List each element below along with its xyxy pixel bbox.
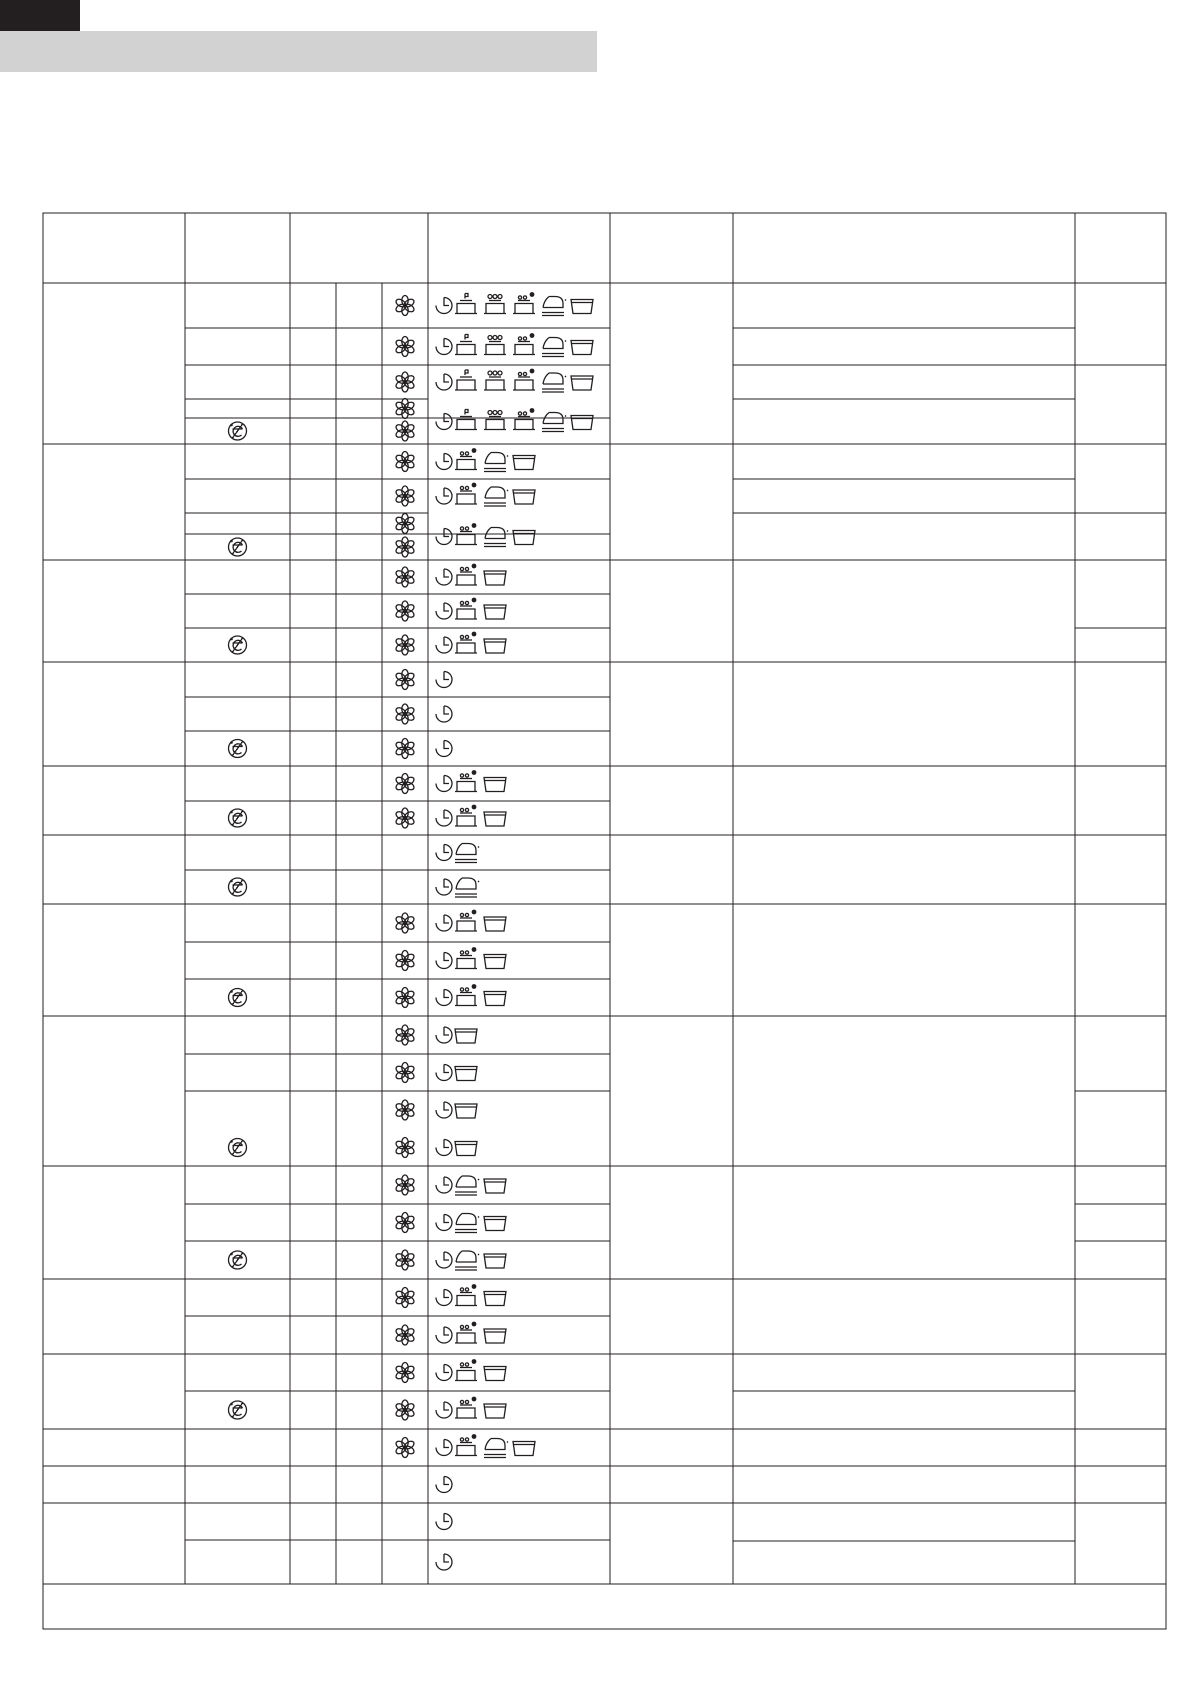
basin-icon: [484, 1367, 506, 1381]
fan-icon: [395, 951, 416, 971]
iron-icon: [455, 878, 479, 897]
basin-icon: [484, 1404, 506, 1418]
basin-icon: [455, 1104, 477, 1118]
pot-bubbles-icon: [484, 371, 506, 390]
dot: [472, 523, 477, 528]
pot-dot-icon: [513, 333, 535, 354]
timer-icon: [436, 1177, 452, 1193]
dot: [230, 540, 233, 543]
pot-dot-icon: [455, 483, 477, 504]
basin-icon: [455, 1067, 477, 1081]
pot-bubbles-icon: [484, 295, 506, 314]
fan-icon: [395, 1100, 416, 1120]
iron-icon: [455, 844, 479, 863]
fan-icon: [395, 399, 416, 419]
dot: [472, 947, 477, 952]
timer-icon: [436, 1140, 452, 1156]
iron-icon: [542, 297, 566, 316]
fan-icon: [395, 808, 416, 828]
leaf-crossed-icon: [229, 1251, 247, 1269]
dot: [472, 910, 477, 915]
pot-p-icon: [455, 294, 477, 314]
leaf-crossed-icon: [229, 989, 247, 1007]
timer-icon: [436, 339, 452, 355]
fan-icon: [395, 421, 416, 441]
leaf-crossed-icon: [229, 809, 247, 827]
timer-icon: [436, 741, 452, 757]
timer-icon: [436, 298, 452, 314]
fan-icon: [395, 1175, 416, 1195]
basin-icon: [455, 1142, 477, 1156]
timer-icon: [436, 1252, 452, 1268]
pot-dot-icon: [455, 770, 477, 791]
fan-icon: [395, 601, 416, 621]
dot: [530, 369, 535, 374]
basin-icon: [571, 341, 593, 355]
timer-icon: [436, 953, 452, 969]
dot: [230, 1253, 233, 1256]
pot-dot-icon: [455, 984, 477, 1005]
iron-icon: [455, 1251, 479, 1270]
fan-icon: [395, 988, 416, 1008]
dot: [472, 1434, 477, 1439]
basin-icon: [484, 955, 506, 969]
basin-icon: [484, 1217, 506, 1231]
fan-icon: [395, 1288, 416, 1308]
basin-icon: [571, 376, 593, 390]
table-icons: [229, 292, 594, 1570]
fan-icon: [395, 452, 416, 472]
dot: [472, 1397, 477, 1402]
leaf-crossed-icon: [229, 740, 247, 758]
timer-icon: [436, 672, 452, 688]
basin-icon: [484, 571, 506, 585]
iron-icon: [484, 453, 508, 472]
fan-icon: [395, 337, 416, 357]
dot: [230, 1403, 233, 1406]
fan-icon: [395, 372, 416, 392]
fan-icon: [395, 1213, 416, 1233]
pot-dot-icon: [455, 1434, 477, 1455]
timer-icon: [436, 845, 452, 861]
fan-icon: [395, 1250, 416, 1270]
basin-icon: [484, 917, 506, 931]
pot-dot-icon: [455, 947, 477, 968]
pot-dot-icon: [455, 598, 477, 619]
dot: [230, 990, 233, 993]
timer-icon: [436, 603, 452, 619]
timer-icon: [436, 1215, 452, 1231]
pot-dot-icon: [455, 564, 477, 585]
timer-icon: [436, 990, 452, 1006]
dot: [472, 483, 477, 488]
fan-icon: [395, 537, 416, 557]
timer-icon: [436, 706, 452, 722]
basin-icon: [484, 639, 506, 653]
timer-icon: [436, 915, 452, 931]
iron-icon: [542, 338, 566, 357]
dot: [530, 408, 535, 413]
basin-icon: [484, 992, 506, 1006]
iron-icon: [542, 373, 566, 392]
pot-dot-icon: [455, 1359, 477, 1380]
timer-icon: [436, 1027, 452, 1043]
pot-dot-icon: [455, 1322, 477, 1343]
basin-icon: [513, 1442, 535, 1456]
iron-icon: [542, 413, 566, 432]
pot-bubbles-icon: [484, 336, 506, 355]
pot-bubbles-icon: [484, 411, 506, 430]
timer-icon: [436, 529, 452, 545]
pot-dot-icon: [455, 632, 477, 653]
timer-icon: [436, 637, 452, 653]
fan-icon: [395, 296, 416, 316]
fan-icon: [395, 1025, 416, 1045]
timer-icon: [436, 569, 452, 585]
pot-dot-icon: [513, 408, 535, 429]
timer-icon: [436, 374, 452, 390]
fan-icon: [395, 1063, 416, 1083]
dot: [472, 632, 477, 637]
fan-icon: [395, 1400, 416, 1420]
fan-icon: [395, 913, 416, 933]
fan-icon: [395, 1138, 416, 1158]
fan-icon: [395, 670, 416, 690]
pot-dot-icon: [513, 292, 535, 313]
pot-p-icon: [455, 335, 477, 355]
timer-icon: [436, 810, 452, 826]
basin-icon: [571, 300, 593, 314]
iron-icon: [484, 487, 508, 506]
dot: [230, 811, 233, 814]
dot: [472, 1359, 477, 1364]
dot: [230, 1140, 233, 1143]
pot-dot-icon: [455, 448, 477, 469]
leaf-crossed-icon: [229, 878, 247, 896]
dot: [472, 984, 477, 989]
timer-icon: [436, 776, 452, 792]
timer-icon: [436, 1514, 452, 1530]
timer-icon: [436, 1477, 452, 1493]
iron-icon: [484, 528, 508, 547]
table-border: [43, 213, 1166, 1629]
basin-icon: [513, 456, 535, 470]
pot-dot-icon: [455, 1397, 477, 1418]
basin-icon: [484, 1329, 506, 1343]
pot-dot-icon: [455, 1284, 477, 1305]
fan-icon: [395, 774, 416, 794]
leaf-crossed-icon: [229, 1401, 247, 1419]
timer-icon: [436, 879, 452, 895]
iron-icon: [484, 1439, 508, 1458]
dot: [472, 598, 477, 603]
fan-icon: [395, 567, 416, 587]
timer-icon: [436, 1402, 452, 1418]
fan-icon: [395, 1325, 416, 1345]
basin-icon: [484, 778, 506, 792]
dot: [230, 424, 233, 427]
fan-icon: [395, 486, 416, 506]
fan-icon: [395, 1363, 416, 1383]
timer-icon: [436, 1554, 452, 1570]
dot: [472, 770, 477, 775]
pot-p-icon: [455, 370, 477, 390]
timer-icon: [436, 1327, 452, 1343]
timer-icon: [436, 1365, 452, 1381]
timer-icon: [436, 454, 452, 470]
timer-icon: [436, 488, 452, 504]
pot-dot-icon: [513, 369, 535, 390]
dot: [472, 805, 477, 810]
fan-icon: [395, 514, 416, 534]
basin-icon: [513, 531, 535, 545]
timer-icon: [436, 414, 452, 430]
fan-icon: [395, 1438, 416, 1458]
dot: [472, 448, 477, 453]
dot: [472, 1322, 477, 1327]
leaf-crossed-icon: [229, 422, 247, 440]
pot-dot-icon: [455, 805, 477, 826]
timer-icon: [436, 1290, 452, 1306]
fan-icon: [395, 739, 416, 759]
basin-icon: [484, 812, 506, 826]
pot-p-icon: [455, 410, 477, 430]
table-grid-lines: [43, 213, 1166, 1629]
iron-icon: [455, 1176, 479, 1195]
fan-icon: [395, 704, 416, 724]
timer-icon: [436, 1102, 452, 1118]
basin-icon: [484, 1292, 506, 1306]
fan-icon: [395, 635, 416, 655]
dot: [472, 1284, 477, 1289]
dot: [472, 564, 477, 569]
basin-icon: [484, 1179, 506, 1193]
basin-icon: [455, 1029, 477, 1043]
dot: [230, 638, 233, 641]
pot-dot-icon: [455, 910, 477, 931]
leaf-crossed-icon: [229, 538, 247, 556]
iron-icon: [455, 1214, 479, 1233]
basin-icon: [484, 605, 506, 619]
dot: [530, 292, 535, 297]
basin-icon: [513, 490, 535, 504]
timer-icon: [436, 1065, 452, 1081]
dot: [530, 333, 535, 338]
dot: [230, 741, 233, 744]
leaf-crossed-icon: [229, 636, 247, 654]
dot: [230, 880, 233, 883]
leaf-crossed-icon: [229, 1139, 247, 1157]
basin-icon: [484, 1254, 506, 1268]
timer-icon: [436, 1440, 452, 1456]
